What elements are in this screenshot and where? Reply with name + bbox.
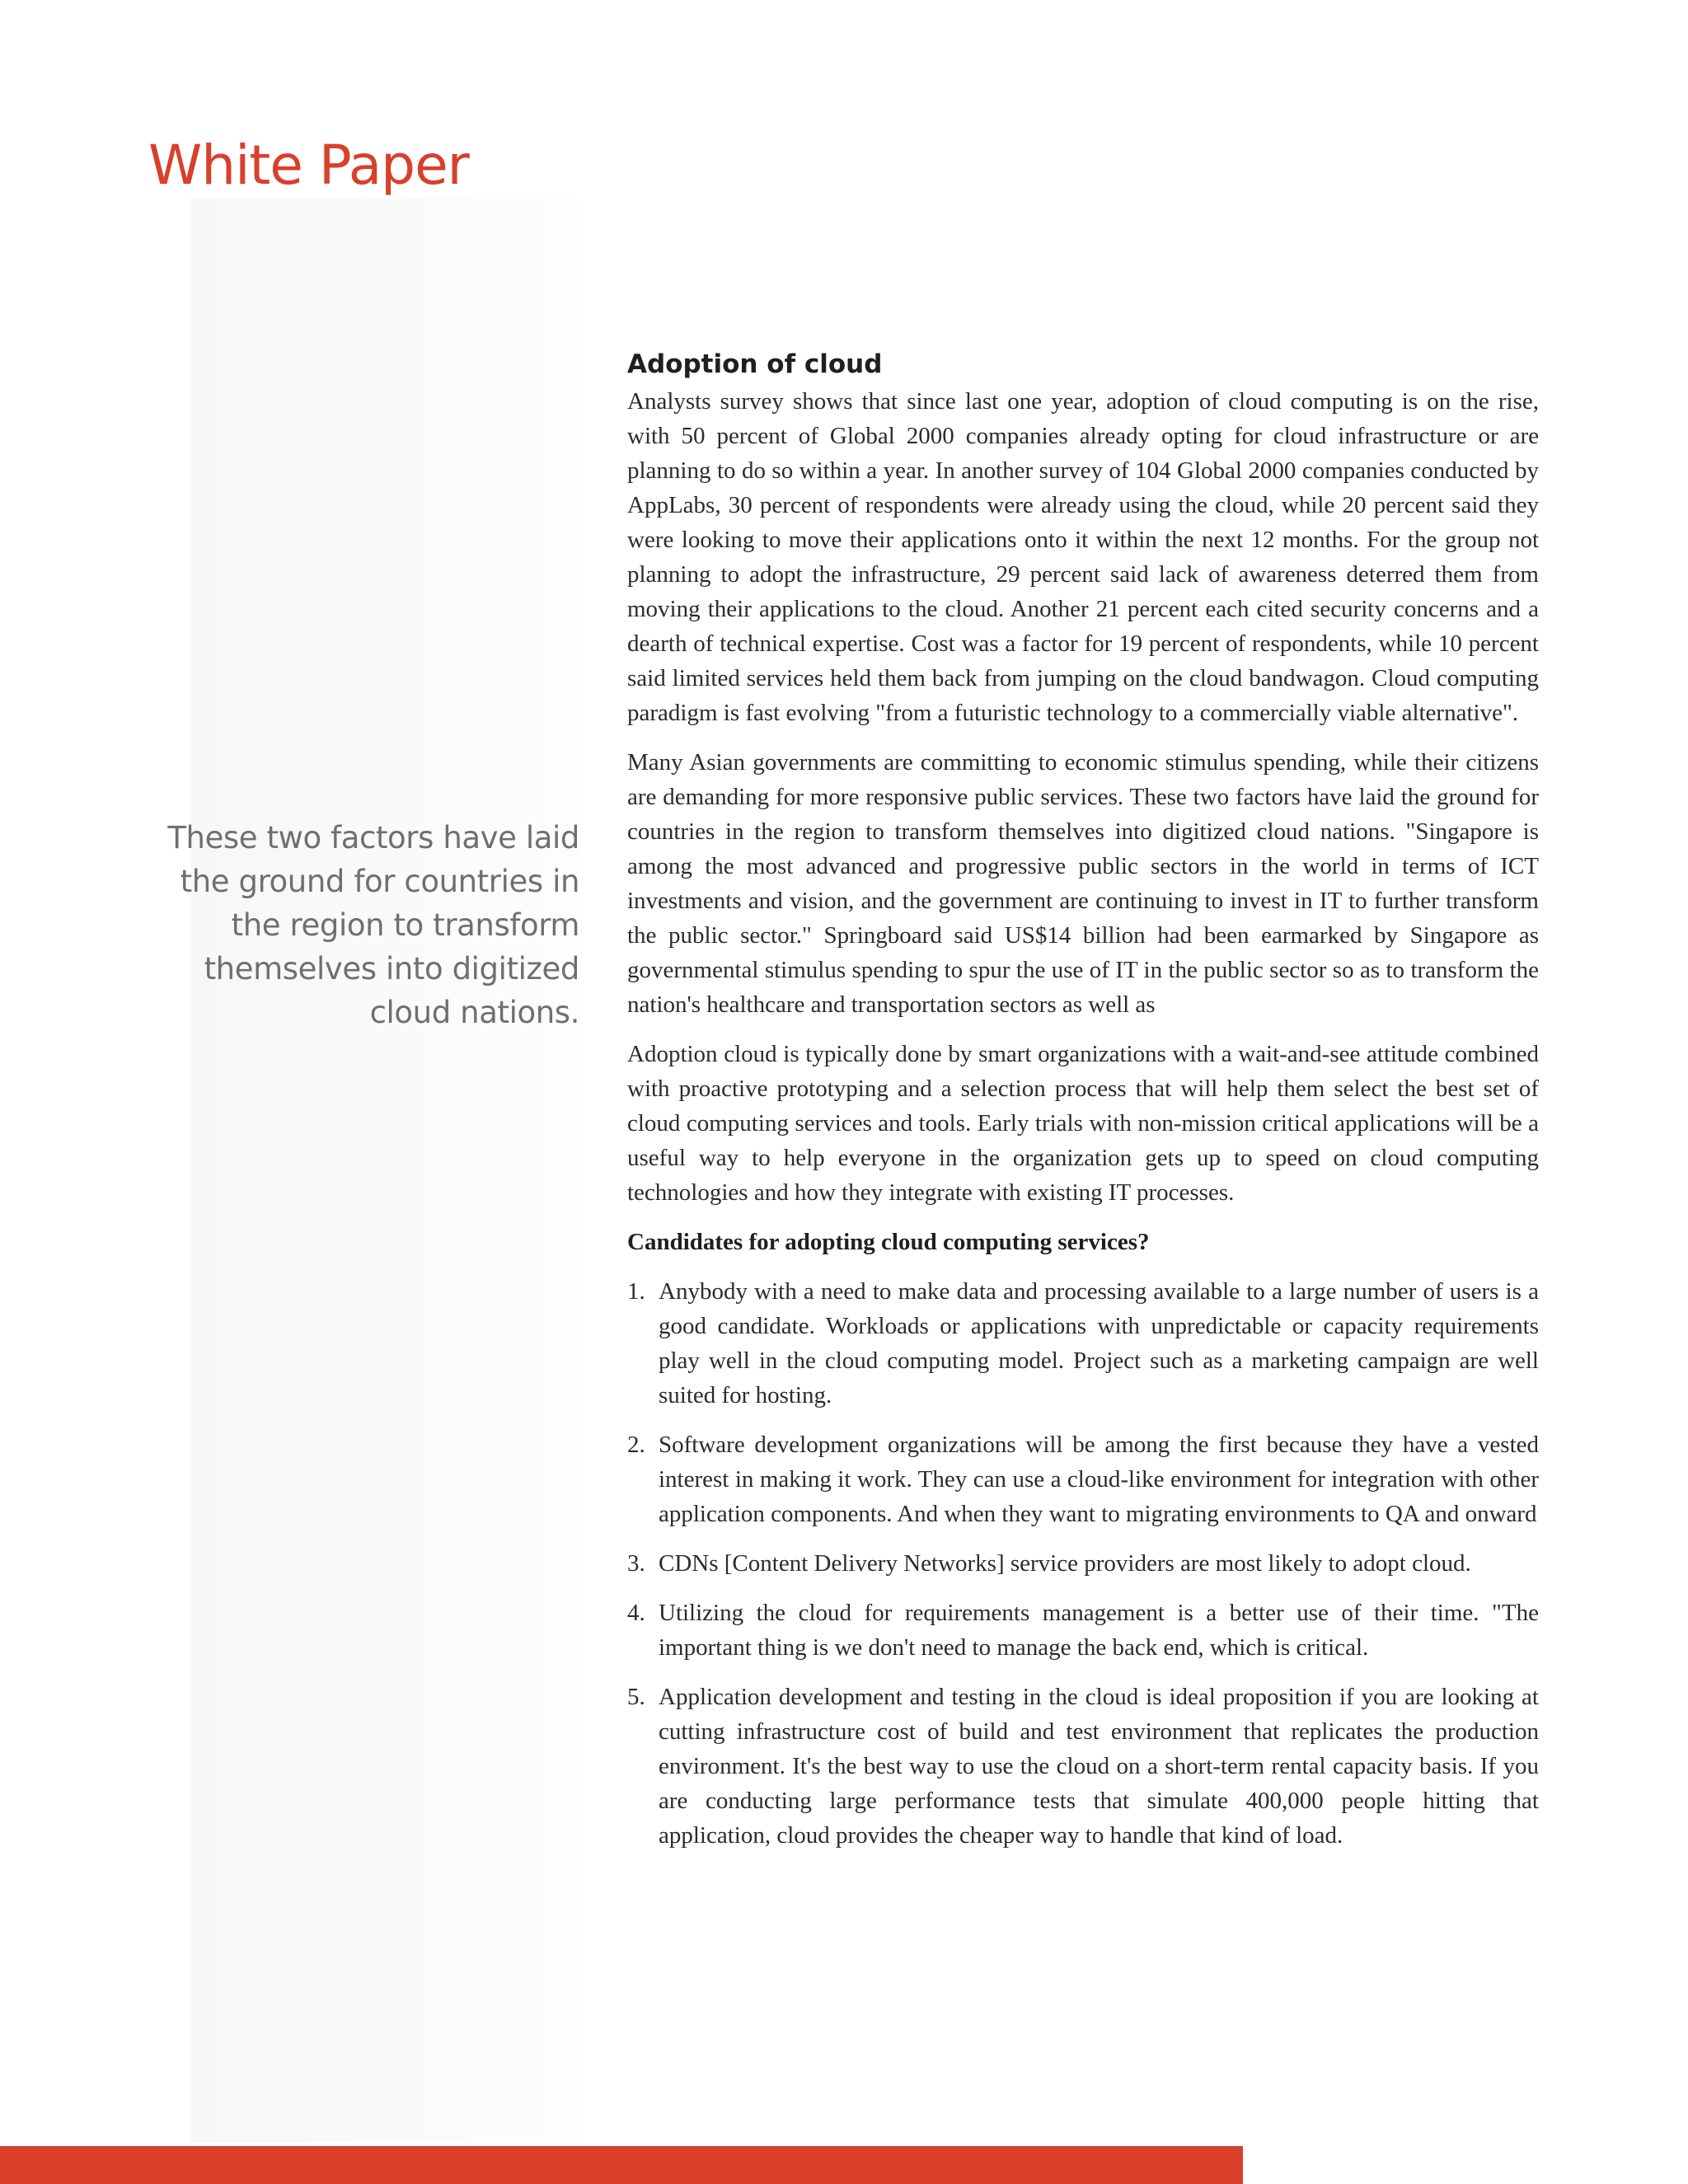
list-item-text: Application development and testing in the cloud is ideal proposition if you are looking at cutting infrastructure cost of build and test environment that replicates the production environment. It's the best way to use the cloud on a short-term rental capacity basis. If you are conducting large performance tests that simulate 400,000 people hitting that application, cloud provides the cheaper way to handle that kind of load. [659, 1684, 1539, 1849]
page-title: White Paper [148, 134, 469, 197]
list-number: 2. [627, 1432, 645, 1458]
main-content [627, 348, 1539, 1868]
list-item-text: Software development organizations will be among the first because they have a vested interest in making it work. They can use a cloud-like environment for integration with other application components. And when they want to migrating environments to QA and onward [659, 1432, 1539, 1527]
subheading: Candidates for adopting cloud computing services? [627, 1229, 1150, 1255]
list-item-text: CDNs [Content Delivery Networks] service providers are most likely to adopt cloud. [659, 1550, 1471, 1577]
candidates-list [627, 1274, 1539, 1853]
sidebar-background [191, 198, 579, 2143]
paragraph: Adoption cloud is typically done by smart organizations with a wait-and-see attitude combined with proactive prototyping and a selection process that will help them select the best set of cloud computing services and tools. Early trials with non-mission critical applications will be a useful way to help everyone in the organization gets up to speed on cloud computing technologies and how they integrate with existing IT processes. [627, 1041, 1539, 1206]
list-item [627, 1546, 1539, 1581]
list-item-text: Utilizing the cloud for requirements management is a better use of their time. "The important thing is we don't need to manage the back end, which is critical. [659, 1600, 1539, 1661]
pull-quote: These two factors have laid the ground for countries in the region to transform themselves into digitized cloud nations. [167, 820, 579, 1030]
footer-accent-bar [0, 2146, 1243, 2184]
paragraph: Analysts survey shows that since last one year, adoption of cloud computing is on the rise, with 50 percent of Global 2000 companies already opting for cloud infrastructure or are planning to do so within a year. In another survey of 104 Global 2000 companies conducted by AppLabs, 30 percent of respondents were already using the cloud, while 20 percent said they were looking to move their applications onto it within the next 12 months. For the group not planning to adopt the infrastructure, 29 percent said lack of awareness deterred them from moving their applications to the cloud. Another 21 percent each cited security concerns and a dearth of technical expertise. Cost was a factor for 19 percent of respondents, while 10 percent said limited services held them back from jumping on the cloud bandwagon. Cloud computing paradigm is fast evolving "from a futuristic technology to a commercially viable alternative". [627, 388, 1539, 726]
list-number: 3. [627, 1550, 645, 1577]
list-number: 5. [627, 1684, 645, 1710]
list-item [627, 1680, 1539, 1853]
list-item [627, 1596, 1539, 1665]
list-number: 4. [627, 1600, 645, 1626]
paragraph: Many Asian governments are committing to economic stimulus spending, while their citizens are demanding for more responsive public services. These two factors have laid the ground for countries in the region to transform themselves into digitized cloud nations. "Singapore is among the most advanced and progressive public sectors in the world in terms of ICT investments and vision, and the government are continuing to invest in IT to further transform the public sector." Springboard said US$14 billion had been earmarked by Singapore as governmental stimulus spending to spur the use of IT in the public sector so as to transform the nation's healthcare and transportation sectors as well as [627, 749, 1539, 1018]
section-heading: Adoption of cloud [627, 349, 883, 379]
list-item [627, 1427, 1539, 1531]
list-item [627, 1274, 1539, 1413]
list-item-text: Anybody with a need to make data and processing available to a large number of users is a good candidate. Workloads or applications with unpredictable or capacity requirements play well in the cloud computing model. Project such as a marketing campaign are well suited for hosting. [659, 1278, 1539, 1408]
list-number: 1. [627, 1278, 645, 1305]
